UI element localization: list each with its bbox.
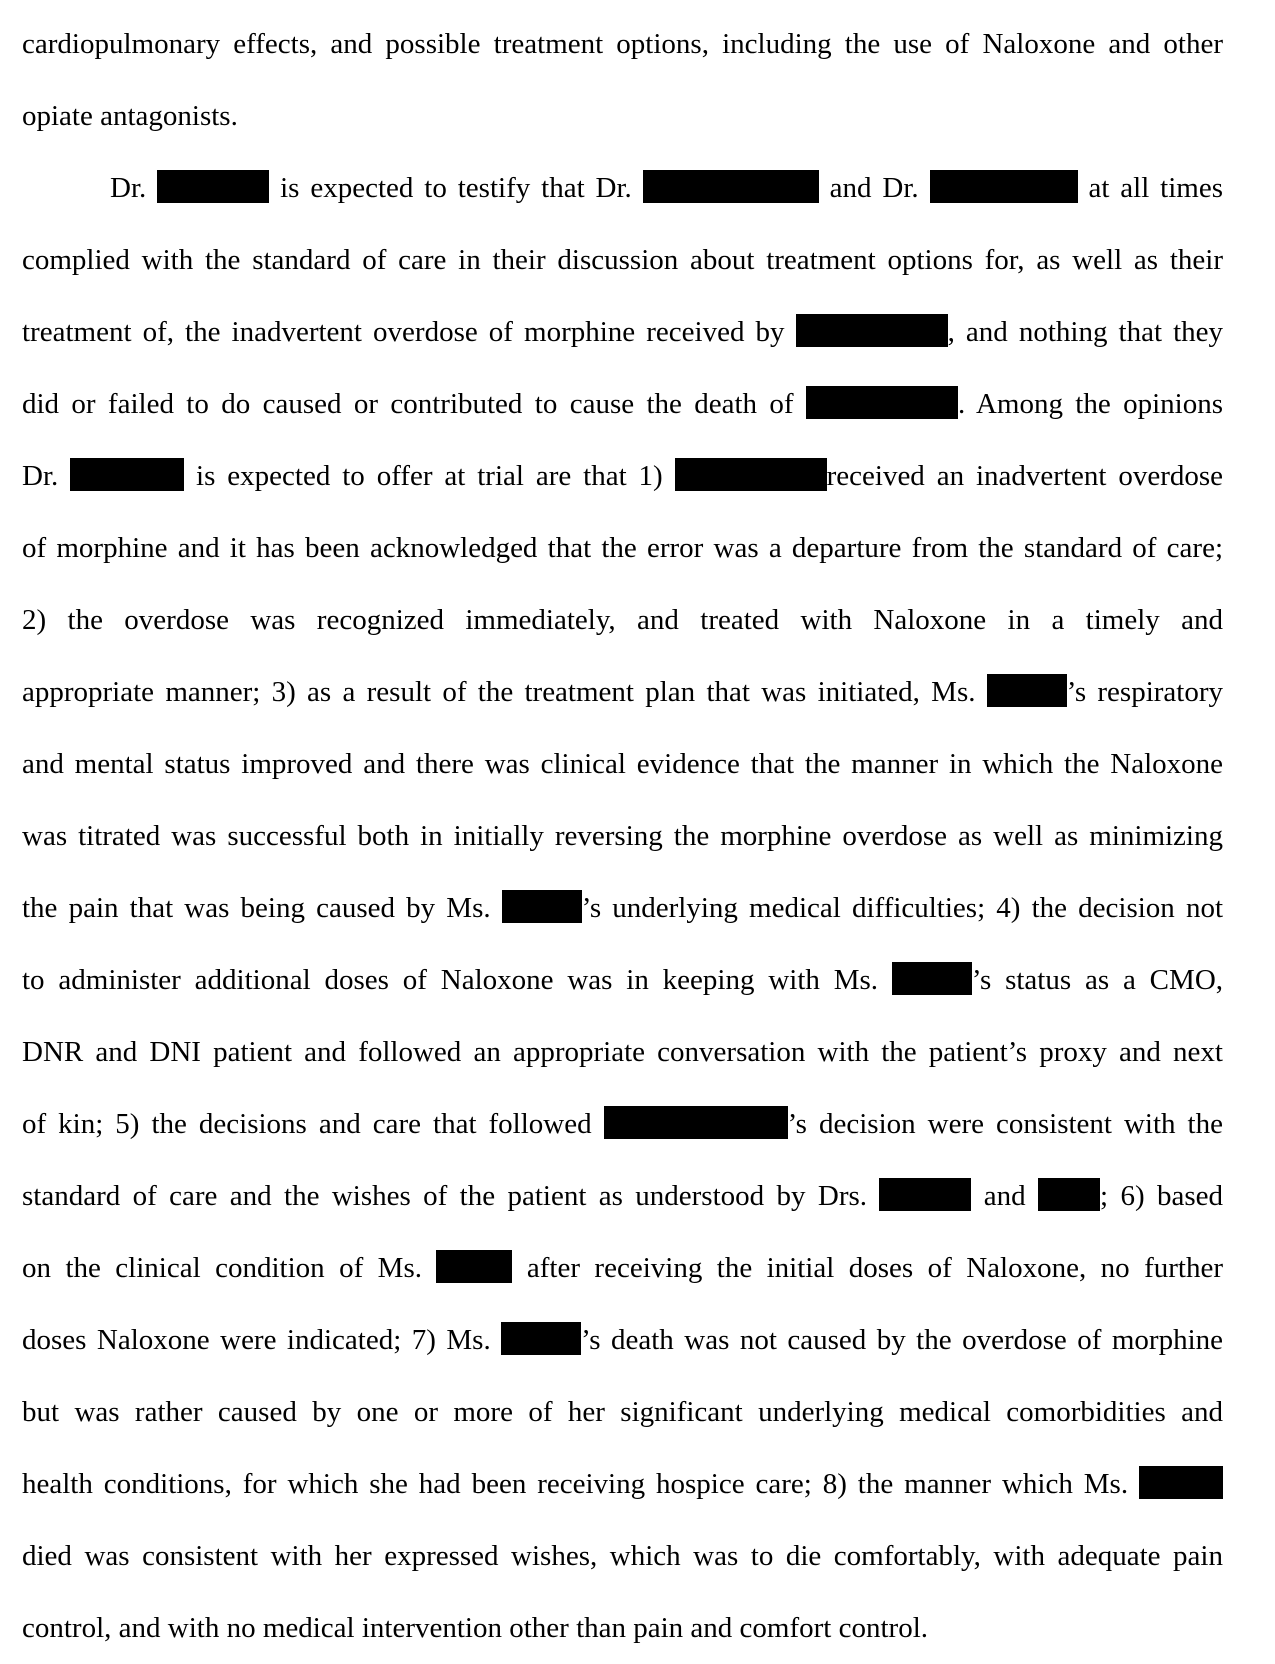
text-line bbox=[22, 1088, 1223, 1160]
text-segment: ; 6) based bbox=[1100, 1180, 1223, 1212]
text-line bbox=[22, 8, 1223, 80]
text-segment: is expected to offer at trial are that 1) bbox=[184, 460, 675, 492]
redaction-box bbox=[1038, 1178, 1100, 1211]
text-segment: doses Naloxone were indicated; 7) Ms. bbox=[22, 1324, 502, 1356]
text-segment: cardiopulmonary effects, and possible treatment options, including the use of Naloxone and other bbox=[22, 28, 1223, 60]
text-segment: ’s status as a CMO, bbox=[971, 964, 1224, 996]
redaction-box bbox=[879, 1178, 971, 1211]
text-segment: ’s death was not caused by the overdose of morphine bbox=[581, 1324, 1223, 1356]
text-segment: is expected to testify that Dr. bbox=[269, 172, 643, 204]
redaction-box bbox=[502, 890, 582, 923]
text-line bbox=[22, 944, 1223, 1016]
text-line bbox=[22, 872, 1223, 944]
text-line bbox=[22, 728, 1223, 800]
text-line bbox=[22, 1016, 1223, 1088]
text-segment: DNR and DNI patient and followed an appropriate conversation with the patient’s proxy and next bbox=[22, 1036, 1223, 1068]
text-segment: and mental status improved and there was clinical evidence that the manner in which the Naloxone bbox=[22, 748, 1223, 780]
text-segment: opiate antagonists. bbox=[22, 100, 238, 132]
redaction-box bbox=[675, 458, 827, 491]
text-segment: the pain that was being caused by Ms. bbox=[22, 892, 502, 924]
text-line bbox=[22, 224, 1223, 296]
redaction-box bbox=[604, 1106, 788, 1139]
text-segment: on the clinical condition of Ms. bbox=[22, 1252, 437, 1284]
text-segment: after receiving the initial doses of Naloxone, no further bbox=[512, 1252, 1223, 1284]
text-line bbox=[22, 1592, 1223, 1664]
text-segment: ’s respiratory bbox=[1066, 676, 1224, 708]
text-line bbox=[22, 1448, 1223, 1520]
redaction-box bbox=[806, 386, 958, 419]
text-segment: treatment of, the inadvertent overdose of morphine received by bbox=[22, 316, 796, 348]
text-line bbox=[22, 80, 1223, 152]
redaction-box bbox=[892, 962, 972, 995]
redaction-box bbox=[930, 170, 1078, 203]
text-segment: was titrated was successful both in initially reversing the morphine overdose as well as minimizing bbox=[22, 820, 1223, 852]
text-line bbox=[22, 368, 1223, 440]
text-segment: ’s underlying medical difficulties; 4) the decision not bbox=[581, 892, 1223, 924]
text-line bbox=[22, 440, 1223, 512]
text-line bbox=[22, 1520, 1223, 1592]
redaction-box bbox=[157, 170, 269, 203]
text-segment: did or failed to do caused or contributed to cause the death of bbox=[22, 388, 806, 420]
text-line bbox=[22, 296, 1223, 368]
redaction-box bbox=[501, 1322, 581, 1355]
text-segment: of morphine and it has been acknowledged that the error was a departure from the standard of care; bbox=[22, 532, 1223, 564]
text-line bbox=[22, 512, 1223, 584]
text-segment: and Dr. bbox=[818, 172, 930, 204]
redaction-box bbox=[436, 1250, 512, 1283]
redaction-box bbox=[796, 314, 948, 347]
text-segment: Dr. bbox=[110, 172, 158, 204]
redaction-box bbox=[987, 674, 1067, 707]
paragraph-start-line bbox=[22, 152, 1223, 224]
text-segment: complied with the standard of care in their discussion about treatment options for, as well as their bbox=[22, 244, 1223, 276]
redaction-box bbox=[1139, 1466, 1223, 1499]
text-line bbox=[22, 1232, 1223, 1304]
text-line bbox=[22, 1160, 1223, 1232]
text-segment: 2) the overdose was recognized immediately, and treated with Naloxone in a timely and bbox=[22, 604, 1223, 636]
redaction-box bbox=[70, 458, 184, 491]
redaction-box bbox=[643, 170, 819, 203]
text-segment: to administer additional doses of Naloxone was in keeping with Ms. bbox=[22, 964, 892, 996]
text-segment: control, and with no medical intervention other than pain and comfort control. bbox=[22, 1612, 928, 1644]
text-segment: , and nothing that they bbox=[947, 316, 1223, 348]
text-line bbox=[22, 584, 1223, 656]
text-segment: Dr. bbox=[22, 460, 71, 492]
text-segment: . Among the opinions bbox=[957, 388, 1223, 420]
text-segment: of kin; 5) the decisions and care that followed bbox=[22, 1108, 604, 1140]
text-segment: and bbox=[971, 1180, 1039, 1212]
text-line bbox=[22, 1376, 1223, 1448]
text-segment: ’s decision were consistent with the bbox=[787, 1108, 1223, 1140]
text-line bbox=[22, 656, 1223, 728]
text-line bbox=[22, 1304, 1223, 1376]
text-line bbox=[22, 800, 1223, 872]
text-segment: but was rather caused by one or more of her significant underlying medical comorbidities and bbox=[22, 1396, 1223, 1428]
text-segment: died was consistent with her expressed wishes, which was to die comfortably, with adequate pain bbox=[22, 1540, 1223, 1572]
text-segment: standard of care and the wishes of the patient as understood by Drs. bbox=[22, 1180, 880, 1212]
text-segment: received an inadvertent overdose bbox=[826, 460, 1224, 492]
text-segment: at all times bbox=[1077, 172, 1224, 204]
text-segment: health conditions, for which she had been receiving hospice care; 8) the manner which Ms. bbox=[22, 1468, 1139, 1500]
text-segment: appropriate manner; 3) as a result of the treatment plan that was initiated, Ms. bbox=[22, 676, 987, 708]
